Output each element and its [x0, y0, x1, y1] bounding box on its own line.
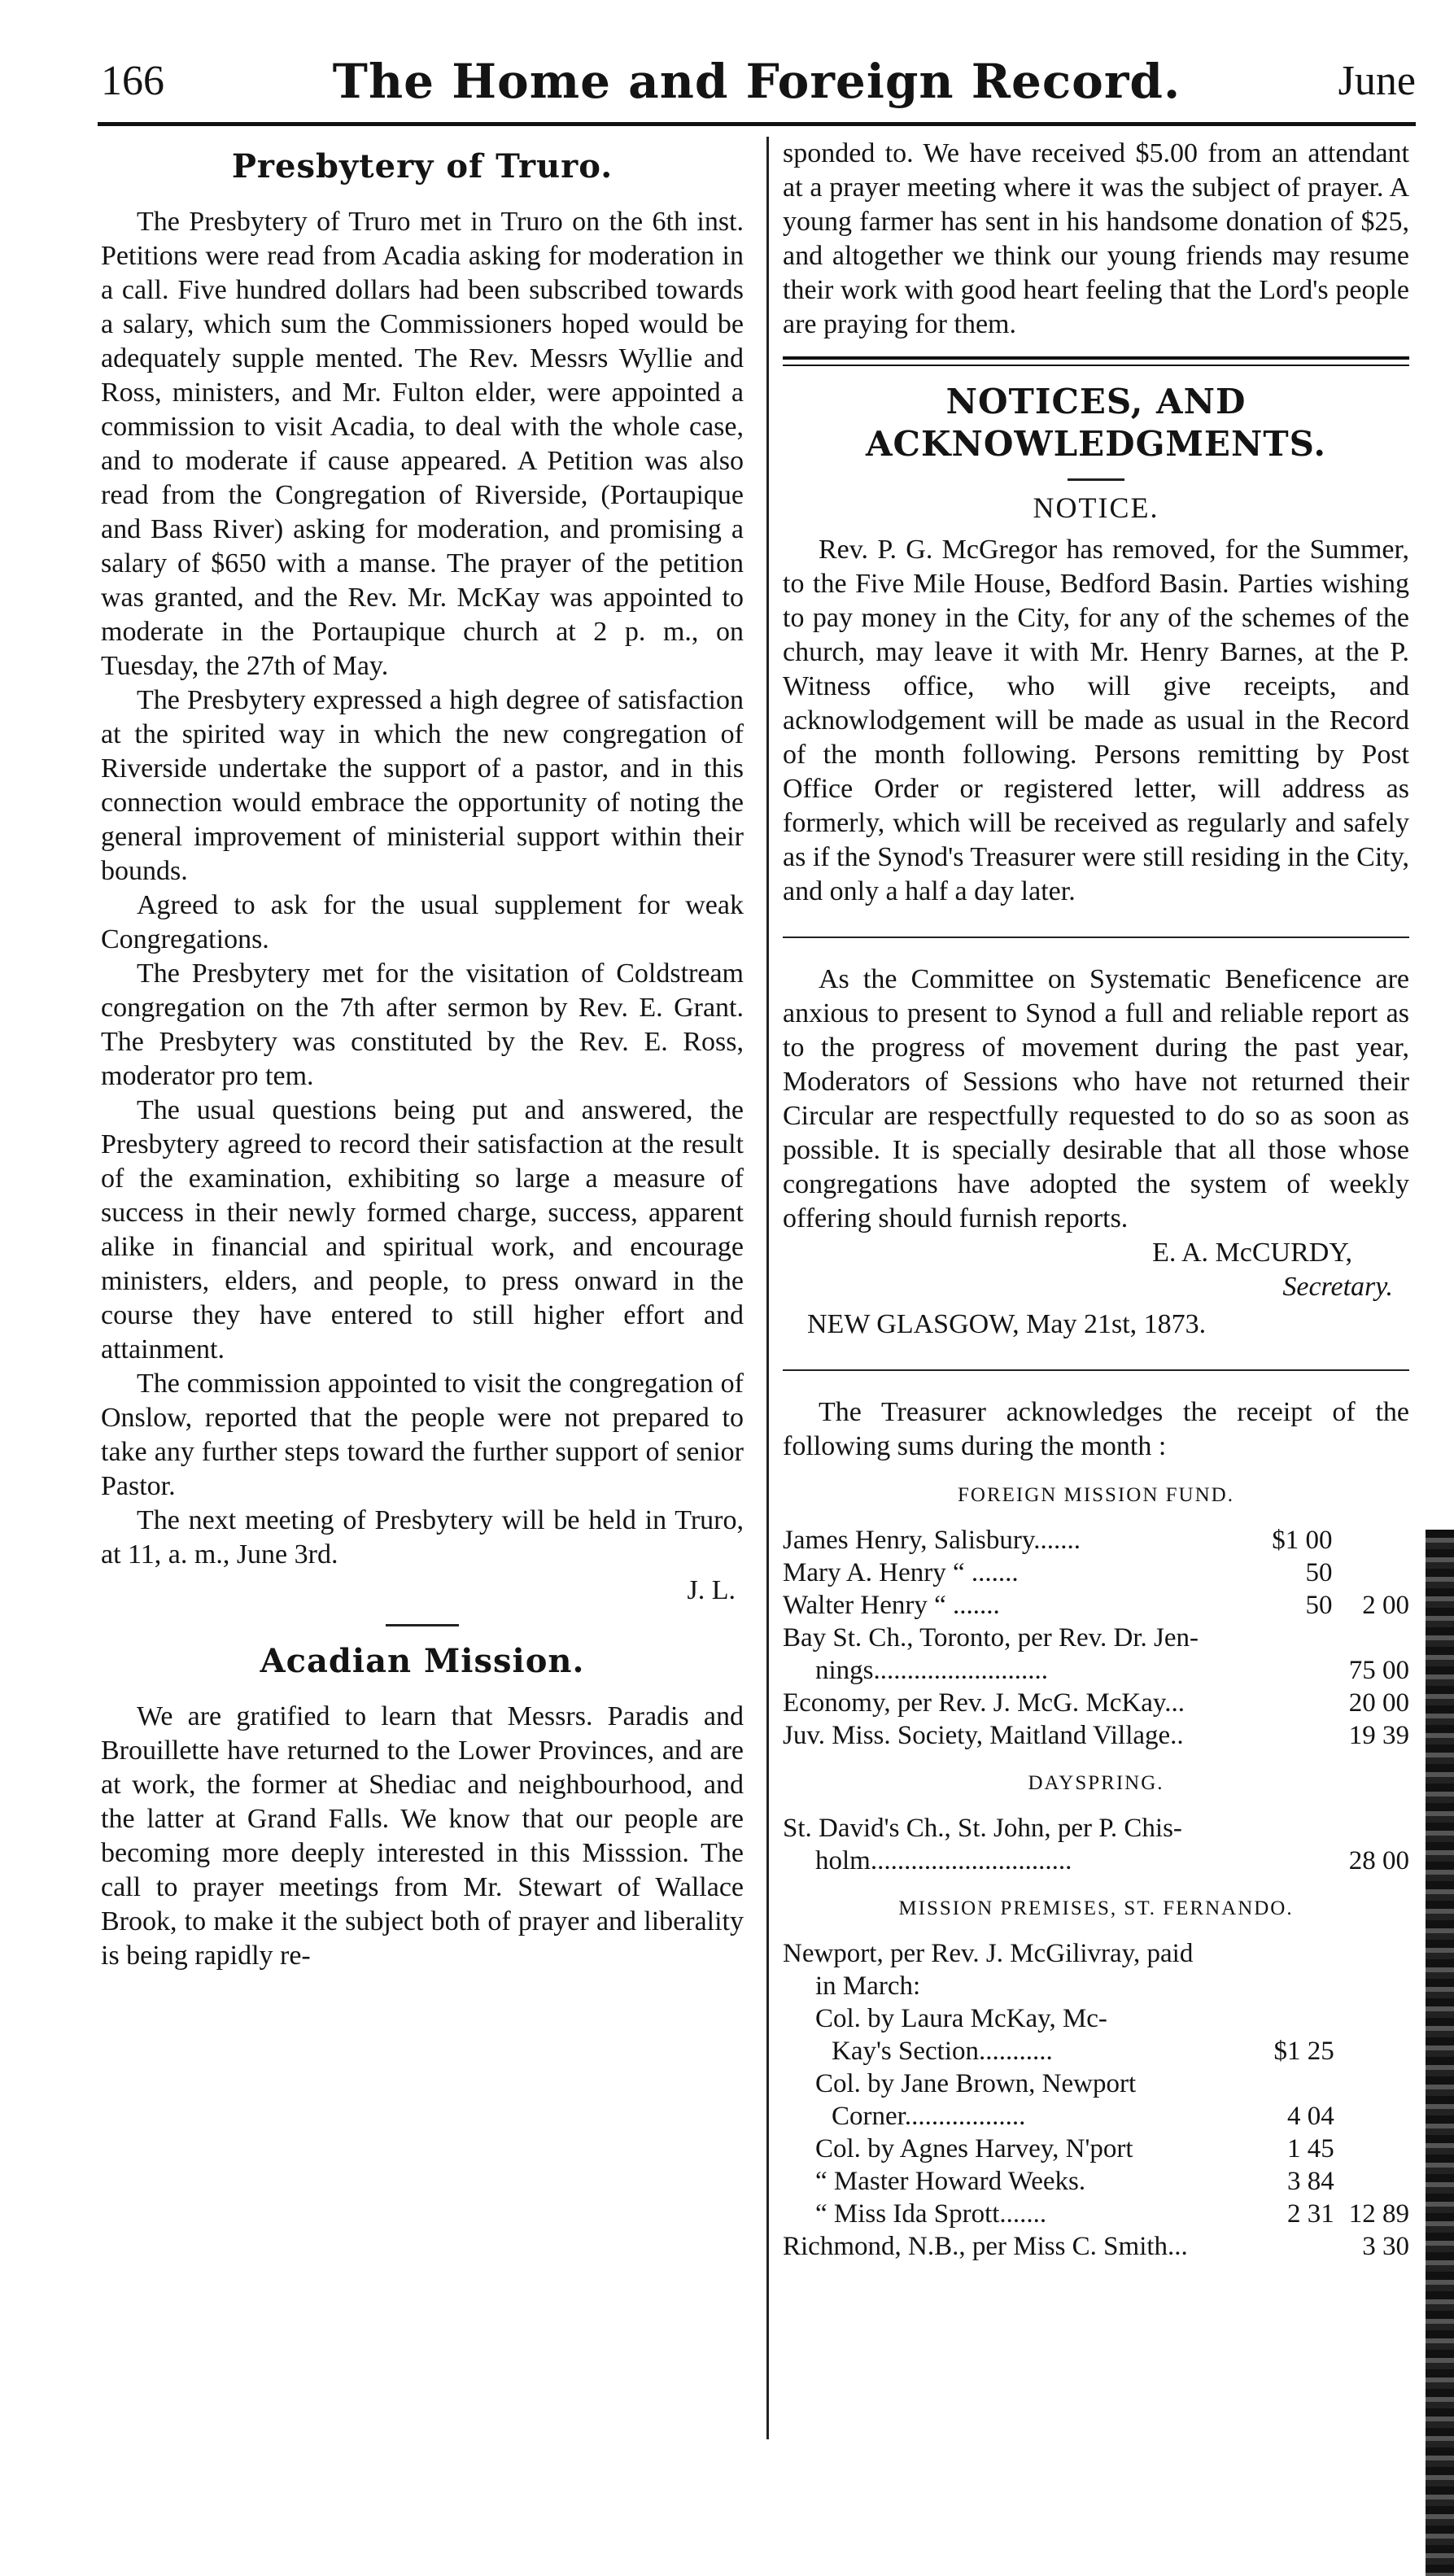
acadian-paragraph: We are gratified to learn that Messrs. Paradis and Brouillette have returned to the Lower Provinces, and are at work, the former at Shediac and neighbourhood, and the latter at Grand Falls. We know that our people are becoming more deeply interested in this Misssion. The call to prayer meetings from Mr. Stewart of Wallace Brook, to make it the subject both of prayer and liberality is being rapidly re- [101, 1701, 744, 1971]
column-divider [766, 137, 769, 2439]
ack-total: 19 39 [1348, 1721, 1409, 1750]
ack-label: “ Miss Ida Sprott....... [815, 2199, 1047, 2229]
ack-label: Walter Henry “ ....... [783, 1591, 1000, 1620]
left-column [101, 137, 744, 1973]
ack-label: James Henry, Salisbury....... [783, 1526, 1081, 1555]
ack-total [1334, 2133, 1409, 2165]
ack-total [1334, 2002, 1409, 2035]
section-divider [386, 1624, 459, 1626]
ack-row [783, 2198, 1409, 2230]
ack-label: “ Master Howard Weeks. [815, 2167, 1086, 2196]
ack-label: Economy, per Rev. J. McG. McKay... [783, 1688, 1185, 1718]
ack-amount [1270, 1937, 1334, 1970]
ack-amount [1270, 2067, 1334, 2100]
masthead: The Home and Foreign Record. [332, 54, 1181, 109]
ack-row [783, 1970, 1409, 2002]
signature-name: E. A. McCURDY, [1152, 1238, 1352, 1268]
dayspring-heading: DAYSPRING. [1028, 1772, 1164, 1794]
ack-amount [1270, 2230, 1334, 2263]
ack-row [783, 1812, 1409, 1845]
ack-label: Richmond, N.B., per Miss C. Smith... [783, 2232, 1188, 2261]
ack-row [783, 1845, 1409, 1877]
ack-total: 2 00 [1362, 1591, 1409, 1620]
ack-amount: $1 25 [1273, 2037, 1334, 2066]
ack-label: Col. by Jane Brown, Newport [815, 2069, 1137, 2098]
ack-row [783, 2067, 1409, 2100]
ack-row [783, 1589, 1409, 1622]
ack-amount [1268, 1654, 1333, 1687]
notice-separator [783, 937, 1409, 938]
foreign-mission-heading: FOREIGN MISSION FUND. [958, 1484, 1234, 1506]
ack-amount [1274, 1812, 1331, 1845]
ack-total [1334, 2165, 1409, 2198]
ack-amount: 50 [1305, 1591, 1333, 1620]
continued-paragraph: sponded to. We have received $5.00 from an attendant at a prayer meeting where it was the subject of prayer. A young farmer has sent in his handsome donation of $25, and altogether we think our young friends may resume their work with good heart feeling that the Lord's people are praying for them. [783, 138, 1409, 339]
ack-amount: 4 04 [1286, 2102, 1334, 2131]
foreign-mission-table [783, 1524, 1409, 1752]
ack-total: 28 00 [1348, 1846, 1409, 1875]
ack-row [783, 1557, 1409, 1589]
treasurer-intro: The Treasurer acknowledges the receipt of the following sums during the month : [783, 1397, 1409, 1461]
right-column [783, 137, 1409, 2263]
notice-heading: NOTICE. [1033, 491, 1159, 524]
ack-label: Kay's Section........... [832, 2037, 1053, 2066]
ack-label: Newport, per Rev. J. McGilivray, paid [783, 1939, 1194, 1968]
ack-total [1332, 1557, 1409, 1589]
ack-label: Juv. Miss. Society, Maitland Village.. [783, 1721, 1184, 1750]
ack-row [783, 1937, 1409, 1970]
ack-amount [1270, 2002, 1334, 2035]
ack-row [783, 1524, 1409, 1557]
page-number: 166 [101, 58, 164, 104]
ack-row [783, 2002, 1409, 2035]
ack-label: Corner.................. [832, 2102, 1026, 2131]
ack-total: 75 00 [1348, 1656, 1409, 1685]
notices-title: NOTICES, AND ACKNOWLEDGMENTS. [865, 382, 1327, 464]
ack-total [1334, 1970, 1409, 2002]
header-rule [98, 122, 1416, 126]
ack-total [1334, 2100, 1409, 2133]
ack-amount [1270, 1970, 1334, 2002]
truro-initials: J. L. [687, 1575, 736, 1605]
header-month: June [1338, 58, 1416, 104]
ack-total [1334, 2067, 1409, 2100]
ack-total: 20 00 [1348, 1688, 1409, 1718]
ack-label: Bay St. Ch., Toronto, per Rev. Dr. Jen- [783, 1623, 1199, 1653]
scan-edge-band [1426, 1530, 1454, 2576]
dayspring-table [783, 1812, 1409, 1877]
ack-label: nings.......................... [815, 1656, 1049, 1685]
acadian-title: Acadian Mission. [260, 1642, 585, 1680]
ack-row [783, 2035, 1409, 2067]
ack-row [783, 2230, 1409, 2263]
ack-row [783, 1687, 1409, 1719]
ack-amount: 2 31 [1286, 2199, 1334, 2229]
notice-paragraph: Rev. P. G. McGregor has removed, for the Summer, to the Five Mile House, Bedford Basin. Parties wishing to pay money in the City, for any of the schemes of the church, may leave it with Mr. Henry Barnes, at the P. Witness office, who will give receipts, and acknowlodgement will be made as usual in the Record of the month following. Persons remitting by Post Office Order or registered letter, will address as formerly, which will be received as regularly and safely as if the Synod's Treasurer were still residing in the City, and only a half a day later. [783, 535, 1409, 906]
ack-total: 12 89 [1348, 2199, 1409, 2229]
ack-row [783, 1654, 1409, 1687]
ack-amount: 50 [1305, 1558, 1333, 1587]
ack-amount [1268, 1622, 1333, 1654]
truro-paragraph-7: The next meeting of Presbytery will be held in Truro, at 11, a. m., June 3rd. [101, 1505, 744, 1570]
ack-total: 3 30 [1362, 2232, 1409, 2261]
truro-paragraph-1: The Presbytery of Truro met in Truro on the 6th inst. Petitions were read from Acadia asking for moderation in a call. Five hundred dollars had been subscribed towards a salary, which sum the Commissioners hoped would be adequately supple mented. The Rev. Messrs Wyllie and Ross, ministers, and Mr. Fulton elder, were appointed a commission to visit Acadia, to deal with the whole case, and to moderate if cause appeared. A Petition was also read from the Congregation of Riverside, (Portaupique and Bass River) asking for moderation, and promising a salary of $650 with a manse. The prayer of the petition was granted, and the Rev. Mr. McKay was appointed to moderate in the Portaupique church at 2 p. m., on Tuesday, the 27th of May. [101, 207, 744, 681]
ack-label: Col. by Laura McKay, Mc- [815, 2004, 1107, 2033]
ack-row [783, 2133, 1409, 2165]
mission-premises-table [783, 1937, 1409, 2263]
place-date: NEW GLASGOW, May 21st, 1873. [807, 1309, 1207, 1339]
truro-paragraph-2: The Presbytery expressed a high degree of satisfaction at the spirited way in which the new congregation of Riverside undertake the support of a pastor, and in this connection would embrace the opportunity of noting the general improvement of ministerial support within their bounds. [101, 685, 744, 886]
ack-amount: 1 45 [1286, 2134, 1334, 2163]
double-rule-bottom [783, 365, 1409, 366]
ack-total [1330, 1812, 1409, 1845]
ack-row [783, 1719, 1409, 1752]
ack-amount [1274, 1845, 1331, 1877]
ack-amount: 3 84 [1286, 2167, 1334, 2196]
ack-amount [1268, 1687, 1333, 1719]
truro-paragraph-5: The usual questions being put and answered, the Presbytery agreed to record their satisfaction at the result of the examination, exhibiting so large a measure of success in their newly formed charge, success, apparent alike in financial and spiritual work, and encourage ministers, elders, and people, to press onward in the course they have entered to still higher effort and attainment. [101, 1095, 744, 1364]
truro-paragraph-4: The Presbytery met for the visitation of Coldstream congregation on the 7th after sermon by Rev. E. Grant. The Presbytery was constituted by the Rev. E. Ross, moderator pro tem. [101, 958, 744, 1091]
notice-divider [1068, 478, 1124, 481]
page-header [98, 49, 1416, 130]
ack-row [783, 2165, 1409, 2198]
mission-premises-heading: MISSION PREMISES, ST. FERNANDO. [898, 1897, 1294, 1919]
ack-total [1334, 2035, 1409, 2067]
double-rule-top [783, 356, 1409, 360]
ack-total [1334, 1937, 1409, 1970]
ack-label: Mary A. Henry “ ....... [783, 1558, 1019, 1587]
ack-label: holm.............................. [815, 1846, 1072, 1875]
ack-total [1332, 1524, 1409, 1557]
ack-amount [1268, 1719, 1333, 1752]
ack-label: Col. by Agnes Harvey, N'port [815, 2134, 1133, 2163]
truro-paragraph-3: Agreed to ask for the usual supplement for weak Congregations. [101, 890, 744, 954]
ack-separator [783, 1369, 1409, 1371]
ack-amount: $1 00 [1272, 1526, 1333, 1555]
ack-total [1332, 1622, 1409, 1654]
ack-label: in March: [815, 1971, 921, 2001]
truro-title: Presbytery of Truro. [231, 147, 613, 186]
ack-row [783, 2100, 1409, 2133]
signature-title: Secretary. [1282, 1272, 1393, 1302]
ack-row [783, 1622, 1409, 1654]
truro-paragraph-6: The commission appointed to visit the congregation of Onslow, reported that the people were not prepared to take any further steps toward the further support of senior Pastor. [101, 1369, 744, 1501]
ack-label: St. David's Ch., St. John, per P. Chis- [783, 1814, 1182, 1843]
committee-paragraph: As the Committee on Systematic Beneficence are anxious to present to Synod a full and reliable report as to the progress of movement during the past year, Moderators of Sessions who have not returned their Circular are respectfully requested to do so as soon as possible. It is specially desirable that all those whose congregations have adopted the system of weekly offering should furnish reports. [783, 964, 1409, 1233]
